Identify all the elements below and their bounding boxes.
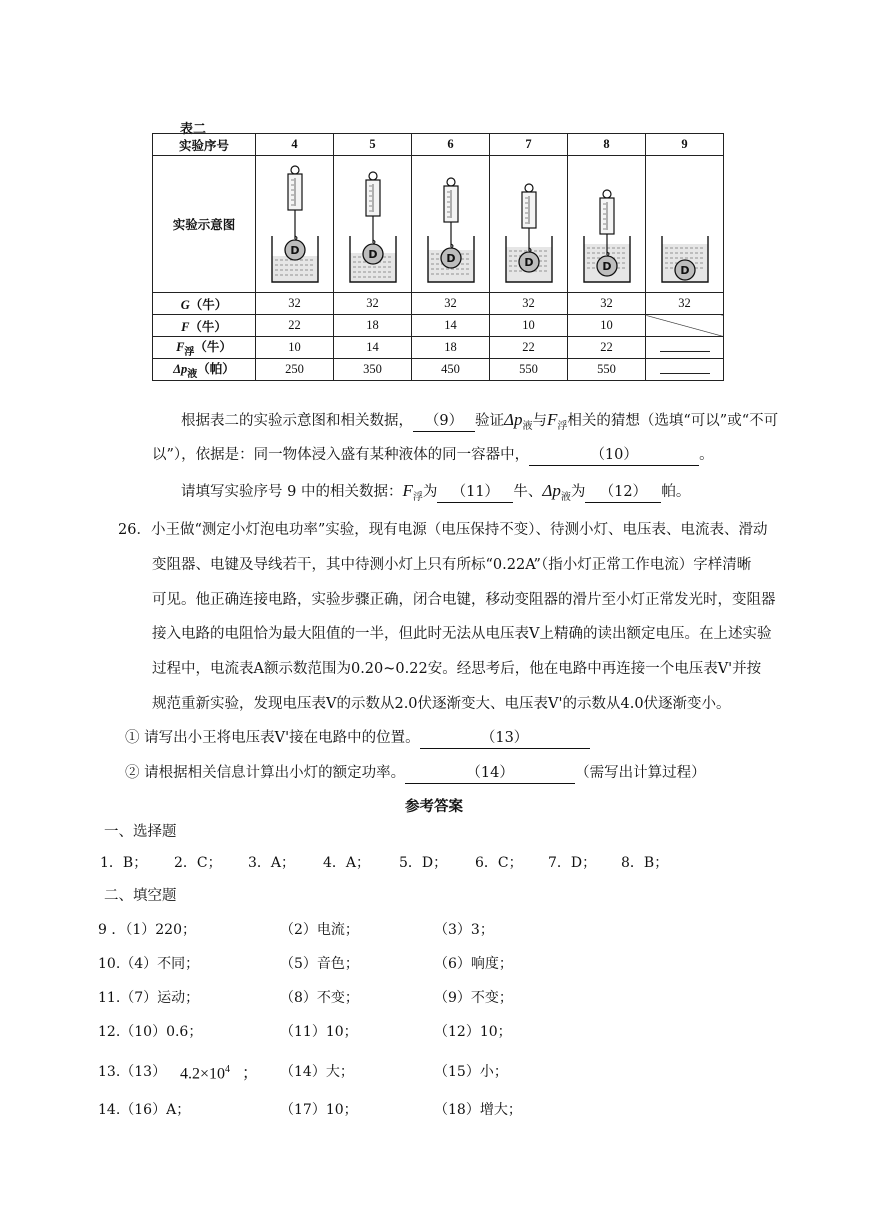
table-cell: 14 bbox=[412, 315, 490, 337]
ball-letter: D bbox=[523, 256, 534, 269]
q26-line: 接入电路的电阻恰为最大阻值的一半，但此时无法从电压表V上精确的读出额定电压。在上述实验 bbox=[152, 626, 772, 642]
trial-number: 5 bbox=[334, 134, 412, 156]
choice-answer: 5．D； bbox=[399, 855, 448, 871]
trial-number: 8 bbox=[568, 134, 646, 156]
table-cell: 550 bbox=[490, 359, 568, 381]
table-cell: 10 bbox=[490, 315, 568, 337]
q26-line: 26．小王做“测定小灯泡电功率”实验，现有电源（电压保持不变）、待测小灯、电压表、电流表、滑动 bbox=[118, 522, 768, 538]
blank-cell bbox=[646, 359, 724, 381]
para1-line3: 请填写实验序号 9 中的相关数据：$F_浮$为 （11） 牛、$\Delta p_液$为 （12） 帕。 bbox=[181, 481, 691, 503]
table-cell: 550 bbox=[568, 359, 646, 381]
header-label: 实验序号 bbox=[153, 134, 256, 156]
data-table bbox=[152, 133, 724, 381]
diagonal-cell bbox=[646, 315, 724, 337]
table-cell: 32 bbox=[334, 293, 412, 315]
experiment-diagram bbox=[256, 156, 334, 293]
para1-line2: 以”），依据是：同一物体浸入盛有某种液体的同一容器中， （10） 。 bbox=[152, 445, 714, 466]
table-cell: 32 bbox=[256, 293, 334, 315]
ball-letter: D bbox=[445, 252, 456, 265]
blank-cell bbox=[646, 337, 724, 359]
answers-title: 参考答案 bbox=[405, 799, 463, 815]
table-cell: 350 bbox=[334, 359, 412, 381]
choice-answer: 1．B； bbox=[100, 855, 148, 871]
choice-answer: 4．A； bbox=[323, 855, 371, 871]
table-cell: 18 bbox=[334, 315, 412, 337]
row-label: $F_浮$（牛） bbox=[153, 337, 256, 359]
q26-line: 规范重新实验，发现电压表V的示数从2.0伏逐渐变大、电压表V'的示数从4.0伏逐渐变小。 bbox=[152, 696, 731, 712]
q26-line: 过程中，电流表A额示数范围为0.20~0.22安。经思考后，他在电路中再连接一个电压表V'并按 bbox=[152, 661, 762, 677]
choice-answer: 2．C； bbox=[174, 855, 222, 871]
table-cell: 32 bbox=[646, 293, 724, 315]
choice-answers bbox=[100, 853, 681, 873]
table-cell: 10 bbox=[568, 315, 646, 337]
table-cell: 22 bbox=[490, 337, 568, 359]
q26-sub2: ② 请根据相关信息计算出小灯的额定功率。 （14） （需写出计算过程） bbox=[125, 763, 706, 784]
row-label: F（牛） bbox=[153, 315, 256, 337]
ball-letter: D bbox=[601, 260, 612, 273]
choice-answer: 8．B； bbox=[621, 855, 669, 871]
experiment-diagram bbox=[646, 156, 724, 293]
table-cell: 450 bbox=[412, 359, 490, 381]
section-fill: 二、填空题 bbox=[104, 888, 177, 904]
table-cell: 10 bbox=[256, 337, 334, 359]
experiment-diagram bbox=[334, 156, 412, 293]
ball-letter: D bbox=[367, 248, 378, 261]
choice-answer: 7．D； bbox=[548, 855, 597, 871]
table-cell: 22 bbox=[568, 337, 646, 359]
q26-line: 变阻器、电键及导线若干，其中待测小灯上只有所标“0.22A”（指小灯正常工作电流）字样清晰 bbox=[152, 557, 752, 573]
trial-number: 6 bbox=[412, 134, 490, 156]
trial-number: 4 bbox=[256, 134, 334, 156]
table-cell: 32 bbox=[490, 293, 568, 315]
trial-number: 9 bbox=[646, 134, 724, 156]
table-cell: 250 bbox=[256, 359, 334, 381]
table-caption: 表二 bbox=[180, 122, 207, 137]
choice-answer: 6．C； bbox=[475, 855, 523, 871]
ball-letter: D bbox=[679, 264, 690, 277]
table-cell: 32 bbox=[568, 293, 646, 315]
section-choice: 一、选择题 bbox=[104, 824, 177, 840]
table-cell: 14 bbox=[334, 337, 412, 359]
table-cell: 32 bbox=[412, 293, 490, 315]
q26-line: 可见。他正确连接电路，实验步骤正确，闭合电键，移动变阻器的滑片至小灯正常发光时，变阻器 bbox=[152, 592, 776, 608]
trial-number: 7 bbox=[490, 134, 568, 156]
sci-notation: $4.2\times 10^4$ ； bbox=[180, 1064, 259, 1083]
experiment-diagram bbox=[412, 156, 490, 293]
experiment-diagram bbox=[490, 156, 568, 293]
row-label: $\Delta p_液$（帕） bbox=[153, 359, 256, 381]
table-cell: 18 bbox=[412, 337, 490, 359]
choice-answer: 3．A； bbox=[248, 855, 296, 871]
diagram-label: 实验示意图 bbox=[153, 156, 256, 293]
ball-letter: D bbox=[289, 244, 300, 257]
table-cell: 22 bbox=[256, 315, 334, 337]
row-label: G（牛） bbox=[153, 293, 256, 315]
q26-sub1: ① 请写出小王将电压表V'接在电路中的位置。 （13） bbox=[125, 728, 590, 749]
para1-line1: 根据表二的实验示意图和相关数据， （9） 验证$\Delta p_液$与$F_浮$相关的猜想（选填“可以”或“不可 bbox=[181, 410, 779, 432]
experiment-diagram bbox=[568, 156, 646, 293]
